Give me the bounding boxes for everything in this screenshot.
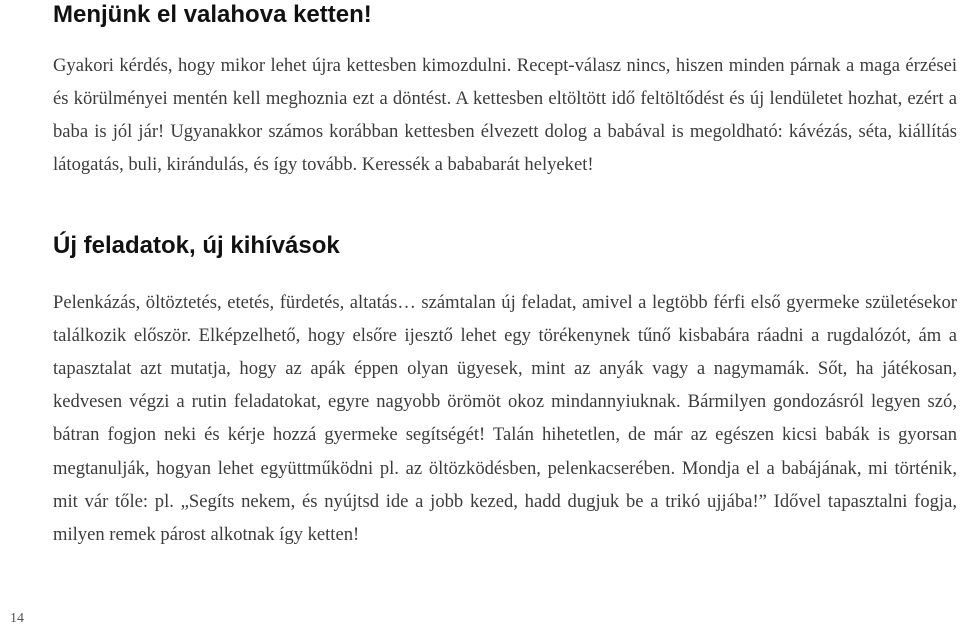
section-heading-new-tasks: Új feladatok, új kihívások: [53, 232, 340, 259]
page-number: 14: [10, 611, 24, 626]
section-paragraph-new-tasks: Pelenkázás, öltöztetés, etetés, fürdetés, altatás… számtalan új feladat, amivel a legtöbb férfi első gyermeke születésekor találkozik először. Elképzelhető, hogy elsőre ijesztő lehet egy törékenynek tűnő kisbabára ráadni a rugdalózót, ám a tapasztalat azt mutatja, hogy az apák éppen olyan ügyesek, mint az anyák vagy a nagymamák. Sőt, ha játékosan, kedvesen végzi a rutin feladatokat, egyre nagyobb örömöt okoz mindannyiuknak. Bármilyen gondozásról legyen szó, bátran fogjon neki és kérje hozzá gyermeke segítségét! Talán hihetetlen, de már az egészen kicsi babák is gyorsan megtanulják, hogyan lehet együttműködni pl. az öltözködésben, pelenkacserében. Mondja el a babájának, mi történik, mit vár tőle: pl. „Segíts nekem, és nyújtsd ide a jobb kezed, hadd dugjuk be a trikó ujjába!” Idővel tapasztalni fogja, milyen remek párost alkotnak így ketten!: [53, 291, 957, 546]
section-heading-going-out: Menjünk el valahova ketten!: [53, 1, 372, 28]
section-paragraph-going-out: Gyakori kérdés, hogy mikor lehet újra kettesben kimozdulni. Recept-válasz nincs, hiszen minden párnak a maga érzései és körülményei mentén kell meghoznia ezt a döntést. A kettesben eltöltött idő feltöltődést és új lendületet hozhat, ezért a baba is jól jár! Ugyanakkor számos korábban kettesben élvezett dolog a babával is megoldható: kávézás, séta, kiállítás látogatás, buli, kirándulás, és így tovább. Keressék a bababarát helyeket!: [53, 54, 957, 176]
